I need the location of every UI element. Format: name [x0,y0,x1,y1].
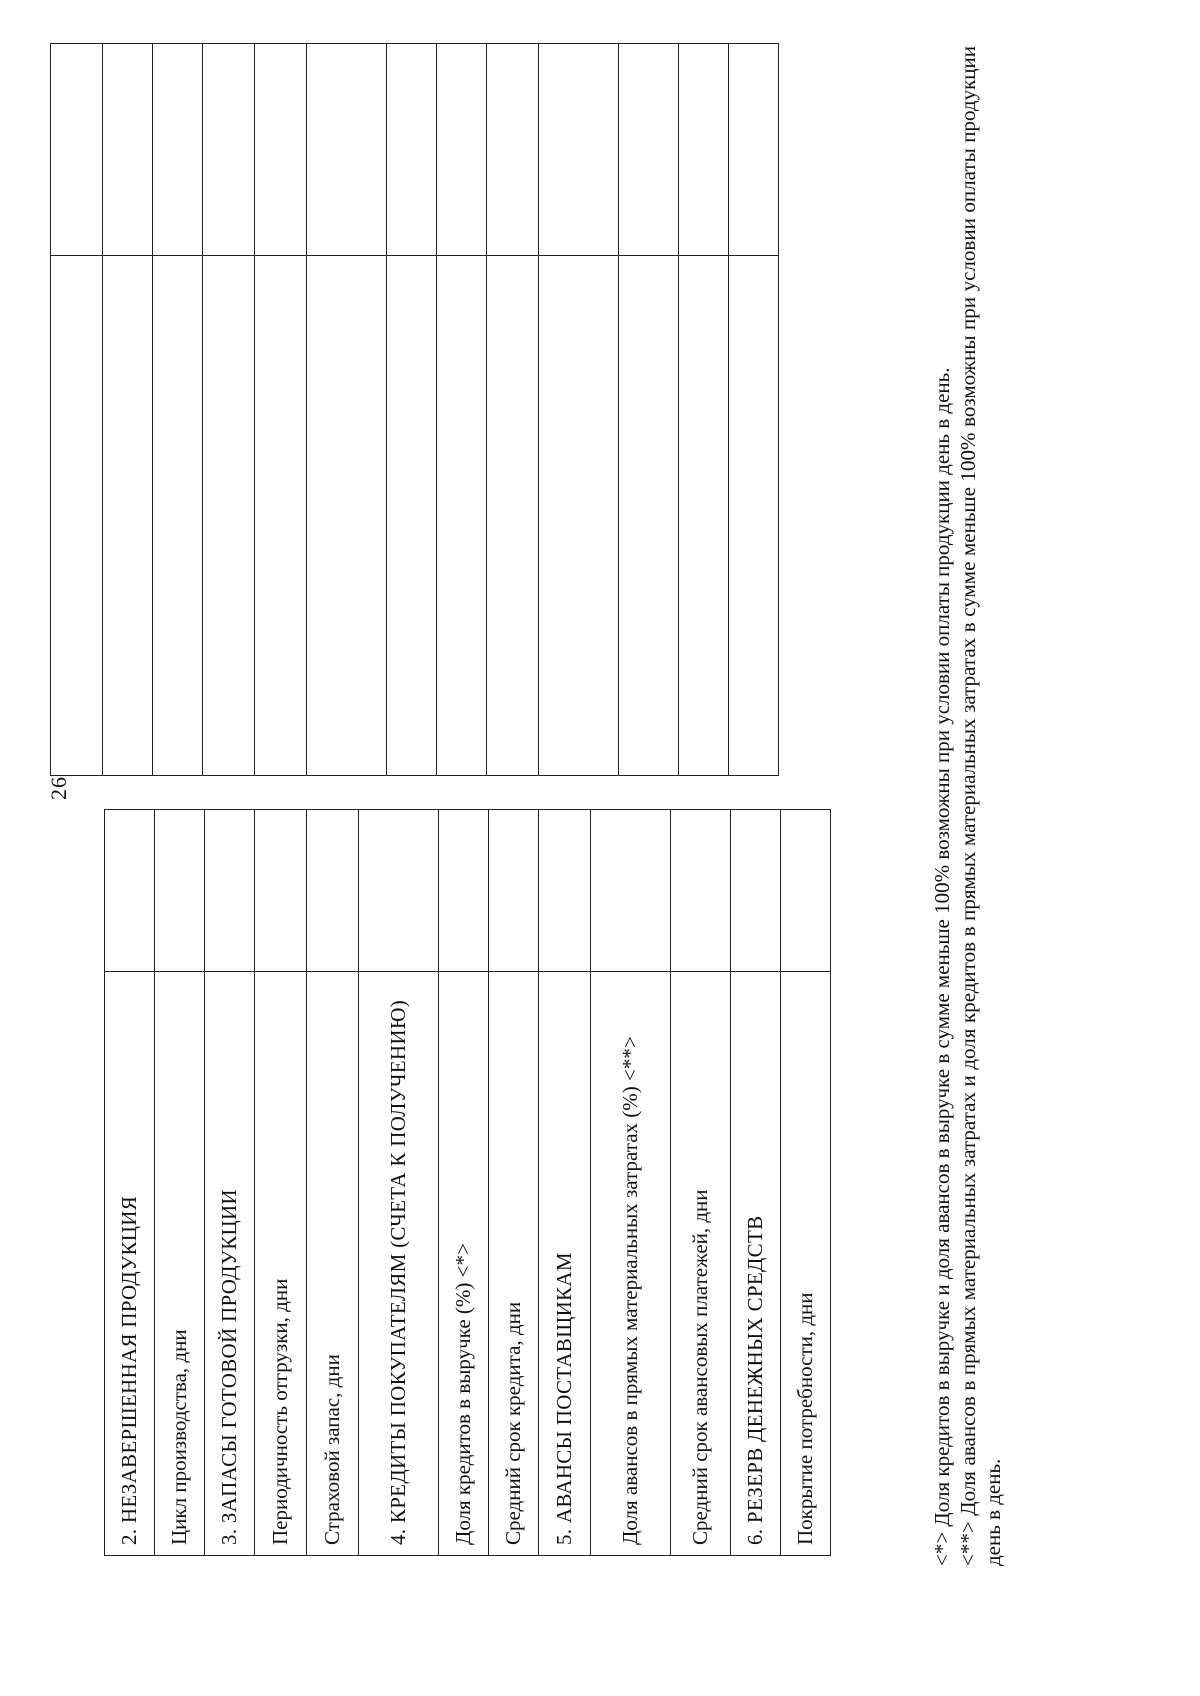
table-row [591,810,671,1556]
value-cell[interactable] [307,256,387,776]
row-label: Покрытие потребности, дни [781,972,831,1556]
value-cell[interactable] [205,810,255,972]
value-cell[interactable] [103,256,153,776]
table-row [539,44,619,776]
value-cell[interactable] [679,256,729,776]
value-cell[interactable] [203,256,255,776]
value-cell[interactable] [437,44,487,256]
value-cell[interactable] [679,44,729,256]
value-cell[interactable] [105,810,155,972]
value-cell[interactable] [539,256,619,776]
value-cell[interactable] [255,256,307,776]
table-row [539,810,591,1556]
table-row [203,44,255,776]
value-cell[interactable] [359,810,439,972]
row-label: Доля кредитов в выручке (%) <*> [439,972,489,1556]
value-cell[interactable] [153,44,203,256]
table-row [307,44,387,776]
table-row [387,44,437,776]
table-row [307,810,359,1556]
table-row [781,810,831,1556]
footnote-1: <*> Доля кредитов в выручке и доля авансов в выручке в сумме меньше 100% возможны при условии оплаты продукции день в день. [930,367,954,1566]
value-cell[interactable] [203,44,255,256]
table-row [359,810,439,1556]
value-cell[interactable] [103,44,153,256]
value-cell[interactable] [487,256,539,776]
value-cell[interactable] [155,810,205,972]
table-row [51,44,103,776]
row-label: 3. ЗАПАСЫ ГОТОВОЙ ПРОДУКЦИИ [205,972,255,1556]
table-row [105,810,155,1556]
table-row [255,44,307,776]
value-cell[interactable] [387,256,437,776]
table-row [439,810,489,1556]
value-cell[interactable] [307,44,387,256]
table-row [205,810,255,1556]
value-cell[interactable] [487,44,539,256]
row-label: Средний срок кредита, дни [489,972,539,1556]
value-cell[interactable] [729,44,779,256]
value-cell[interactable] [781,810,831,972]
value-cell[interactable] [153,256,203,776]
value-cell[interactable] [437,256,487,776]
page-number: 26 [46,776,71,800]
value-cell[interactable] [255,810,307,972]
table-row [437,44,487,776]
table-row [671,810,731,1556]
table-row [255,810,307,1556]
value-cell[interactable] [731,810,781,972]
value-cell[interactable] [51,44,103,256]
value-cell[interactable] [255,44,307,256]
value-cell[interactable] [591,810,671,972]
table-row [731,810,781,1556]
footnote-2: <**> Доля авансов в прямых материальных затратах и доля кредитов в прямых материальных затратах в сумме меньше 100% возможны при условии оплаты продукции день в день. [955,46,1006,1566]
value-cell[interactable] [51,256,103,776]
row-label: Периодичность отгрузки, дни [255,972,307,1556]
value-cell[interactable] [539,810,591,972]
table-row [489,810,539,1556]
row-label: 6. РЕЗЕРВ ДЕНЕЖНЫХ СРЕДСТВ [731,972,781,1556]
footnotes [930,46,1007,1566]
value-cell[interactable] [729,256,779,776]
values-table [50,43,779,776]
row-label: Цикл производства, дни [155,972,205,1556]
value-cell[interactable] [671,810,731,972]
table-row [487,44,539,776]
value-cell[interactable] [307,810,359,972]
row-label: Средний срок авансовых платежей, дни [671,972,731,1556]
value-cell[interactable] [619,256,679,776]
value-cell[interactable] [619,44,679,256]
row-label: 2. НЕЗАВЕРШЕННАЯ ПРОДУКЦИЯ [105,972,155,1556]
row-label: Доля авансов в прямых материальных затратах (%) <**> [591,972,671,1556]
indicators-table [104,809,831,1556]
value-cell[interactable] [489,810,539,972]
row-label: 5. АВАНСЫ ПОСТАВЩИКАМ [539,972,591,1556]
table-row [103,44,153,776]
table-row [153,44,203,776]
table-row [155,810,205,1556]
value-cell[interactable] [439,810,489,972]
row-label: 4. КРЕДИТЫ ПОКУПАТЕЛЯМ (СЧЕТА К ПОЛУЧЕНИЮ) [359,972,439,1556]
value-cell[interactable] [387,44,437,256]
table-row [619,44,679,776]
table-row [679,44,729,776]
table-row [729,44,779,776]
row-label: Страховой запас, дни [307,972,359,1556]
value-cell[interactable] [539,44,619,256]
